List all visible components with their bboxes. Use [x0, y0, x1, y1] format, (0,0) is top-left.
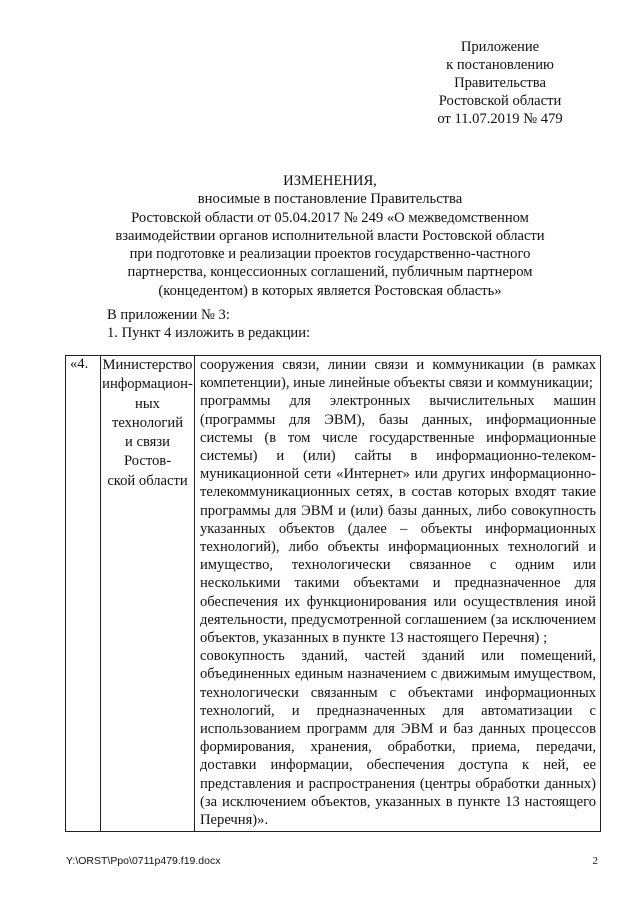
heading-title: ИЗМЕНЕНИЯ, — [283, 173, 377, 189]
lead-text — [107, 306, 310, 342]
heading-line-4: при подготовке и реализации проектов государственно-частного — [129, 246, 531, 263]
document-heading — [70, 172, 590, 300]
ministry-line-4: и связи Ростов- — [123, 434, 172, 470]
heading-line-1: вносимые в постановление Правительства — [197, 191, 463, 208]
item-number-cell — [66, 356, 101, 832]
objects-paragraph-1: сооружения связи, линии связи и коммуникации (в рамках компетенции), иные линейные объекты связи и коммуникации; — [200, 357, 596, 392]
ministry-line-5: ской области — [107, 472, 188, 489]
appendix-block — [390, 38, 610, 128]
lead-line-1: В приложении № 3: — [107, 307, 230, 323]
appendix-line-3: Правительства — [454, 75, 546, 91]
heading-line-6: (концедентом) в которых является Ростовская область» — [158, 282, 502, 299]
heading-line-5: партнерства, концессионных соглашений, публичным партнером — [127, 264, 533, 281]
objects-paragraph-2: программы для электронных вычислительных машин (программы для ЭВМ), базы данных, информационные системы (в том числе государственные информационные системы) и (или) сайты в информационно-телеком-муникационной сети «Интернет» или других информационно-телекоммуникационных сетях, в состав которых входят такие программы для ЭВМ и (или) базы данных, либо совокупность указанных объектов (далее – объекты информационных технологий), либо объекты информационных технологий и имущество, технологически связанное с одним или несколькими такими объектами и предназначенное для обеспечения их функционирования или осуществления иной деятельности, предусмотренной соглашением (за исключением объектов, указанных в пункте 13 настоящего Перечня) ; — [200, 393, 596, 647]
amendment-table — [65, 355, 601, 832]
ministry-line-3: ных технологий — [111, 395, 184, 431]
table-row — [66, 356, 601, 832]
item-number: «4. — [70, 356, 89, 372]
ministry-cell — [101, 356, 195, 832]
objects-description-cell — [195, 356, 601, 832]
heading-line-2: Ростовской области от 05.04.2017 № 249 «О межведомственном — [131, 209, 529, 226]
ministry-line-1: Министерство — [102, 357, 193, 373]
appendix-line-4: Ростовской области — [438, 93, 562, 109]
heading-line-3: взаимодействии органов исполнительной власти Ростовской области — [115, 227, 545, 244]
ministry-line-2: информацион- — [102, 376, 193, 393]
objects-paragraph-3: совокупность зданий, частей зданий или помещений, объединенных единым назначением с движимым имуществом, технологически связанным с объектами информационных технологий, и предназначенных для автоматизации с использованием программ для ЭВМ и баз данных процессов формирования, хранения, обработки, приема, передачи, доставки информации, обеспечения доступа к ней, ее представления и распространения (центры обработки данных) (за исключением объектов, указанных в пункте 13 настоящего Перечня)». — [200, 648, 596, 829]
appendix-line-2: к постановлению — [446, 57, 554, 73]
footer-file-path: Y:\ORST\Ppo\0711p479.f19.docx — [66, 855, 221, 867]
appendix-line-1: Приложение — [460, 39, 540, 55]
page-number: 2 — [592, 855, 598, 867]
appendix-line-5: от 11.07.2019 № 479 — [437, 111, 563, 127]
lead-line-2: 1. Пункт 4 изложить в редакции: — [107, 325, 311, 341]
